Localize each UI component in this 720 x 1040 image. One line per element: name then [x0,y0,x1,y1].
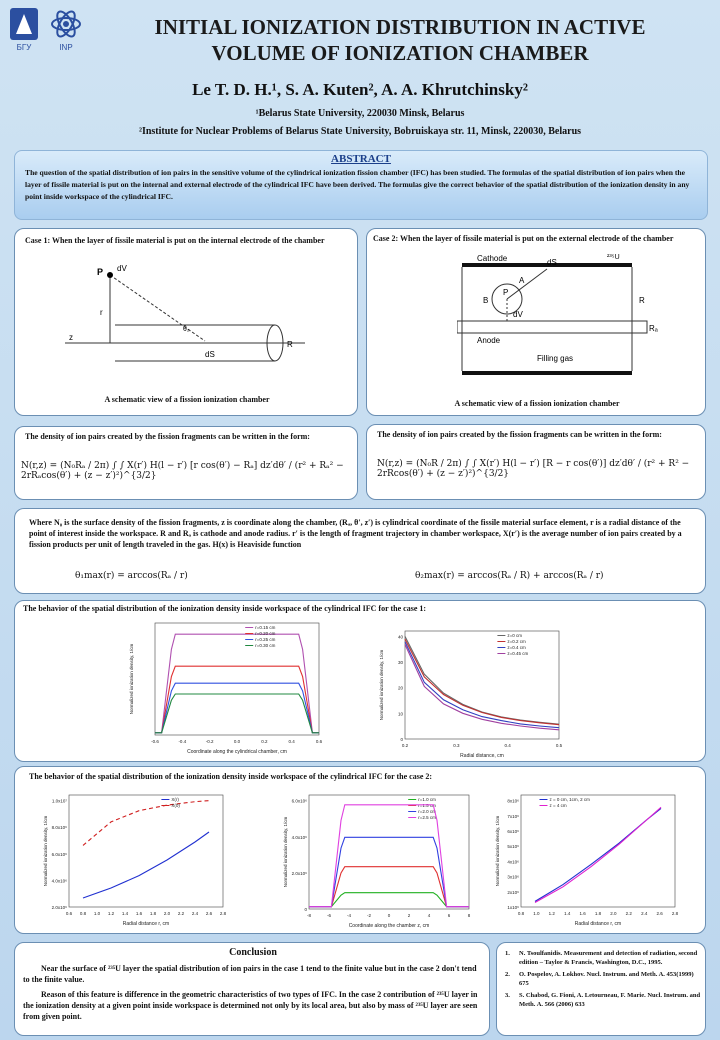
x-tick-label: 1.2 [548,911,555,916]
case2-label-cathode: Cathode [477,254,508,263]
x-tick-label: 2.4 [641,911,648,916]
case2-label-ds: dS [547,258,557,267]
chart-case2-r [491,789,681,929]
x-tick-label: -0.6 [151,739,159,744]
y-axis-label: Normalized ionization density, 1/cm [283,816,288,888]
reference-item: 2. O. Pospelov, A. Lokhov. Nucl. Instrum. and Meth. A. 453(1999) 675 [505,971,694,987]
legend-label: r=0.15 cm [255,625,276,630]
x-tick-label: 1.4 [121,911,129,916]
affiliation-2: ²Institute for Nuclear Problems of Belarus State University, Bobruiskaya str. 11, Minsk, 220030, Belarus [138,126,582,137]
y-tick-label: 6x10⁶ [507,829,519,834]
x-tick-label: 0.0 [233,739,241,744]
density1-text: The density of ion pairs created by the fission fragments can be written in the form: [25,432,310,441]
y-tick-label: 4.0x10⁶ [291,834,307,840]
abstract-heading: ABSTRACT [331,153,391,165]
x-tick-label: 2 [407,913,411,918]
legend-label: X(0) [171,803,180,808]
behavior1-panel [14,600,706,762]
x-tick-label: 6 [447,913,451,918]
behavior1-title: The behavior of the spatial distribution of the ionization density inside workspace of the cylindrical IFC for the case 1: [23,604,427,613]
y-tick-label: 8x10⁶ [507,798,519,804]
series-line [155,683,319,733]
case2-label-a: A [519,276,525,285]
x-axis-label: Radial distance r, cm [574,921,622,927]
density1-formula: N(r,z) = (N₀Rₐ / 2π) ∫ ∫ X(r′) H(l − r′) [r cos(θ′) − Rₐ] dz′dθ′ / (r² + Rₐ² − 2rRₐcos(θ′) + (z − z′)²)^{3/2} [21,461,344,481]
x-tick-label: 1.8 [594,911,602,916]
x-tick-label: 1.4 [564,911,571,916]
x-tick-label: 2.0 [163,911,171,916]
references-list [505,949,701,1009]
case2-title: Case 2: When the layer of fissile material is put on the external electrode of the chamber [373,234,674,243]
case1-label-p: P [97,267,104,277]
case2-label-b: B [483,296,489,305]
title-line-2: VOLUME OF IONIZATION CHAMBER [211,41,589,65]
legend-label: r=0.20 cm [255,631,276,636]
legend-label: z=0.4 cm [507,645,526,650]
x-tick-label: 0.6 [65,911,73,916]
reference-item: 3. S. Chabod, G. Fioni, A. Letourneau, F. Marie. Nucl. Instrum. and Meth. A. 566 (2006) 633 [505,992,701,1008]
y-tick-label: 5x10⁶ [507,844,519,850]
abstract-panel [14,150,708,220]
conclusion-p1: Near the surface of ²³⁵U layer the spatial distribution of ion pairs in the case 1 tend to the finite value but in the case 2 don't tend to the finite value. [23,964,477,984]
inp-atom-icon [48,6,84,54]
x-tick-label: 1.0 [533,911,540,916]
case1-label-dv: dV [117,264,127,273]
series-line [535,808,661,901]
series-line [405,642,559,728]
chart-case1-z [125,617,325,757]
legend-label: r=0.30 cm [255,643,276,648]
x-tick-label: -4 [346,913,352,918]
x-tick-label: 2.0 [610,911,617,916]
behavior2-title: The behavior of the spatial distribution of the ionization density inside workspace of the cylindrical IFC for the case 2: [29,772,433,781]
authors: Le T. D. H.¹, S. A. Kuten², A. A. Khrutchinsky² [192,80,528,99]
chart-case2-z [279,789,475,931]
poster-title [90,14,710,66]
abstract-text: The question of the spatial distribution of ion pairs in the sensitive volume of the cylindrical ionization fission chamber (IFC) has been studied. The formulas of the spatial distribution of ion pairs when the layer of fissile material is put on the internal and external electrode of the cylindrical IFC have been derived. The formulas give the correct behavior of the spatial distribution of the ionization density in any point inside workspace of the cylindrical IFC. [25,168,690,201]
plot-frame [69,795,223,907]
case1-diagram [55,263,325,393]
x-tick-label: -0.2 [205,739,214,744]
legend-label: z = 0 cm, 1cm, 2 cm [549,797,590,802]
x-tick-label: 2.2 [177,911,185,916]
x-tick-label: -8 [306,913,312,918]
y-tick-label: 3x10⁶ [507,874,519,880]
series-line [83,832,209,898]
legend-label: z=0.45 cm [507,651,529,656]
x-tick-label: 2.8 [671,911,679,916]
y-tick-label: 30 [397,660,403,666]
logo2-text: INP [59,43,73,52]
y-tick-label: 0 [304,907,307,912]
case2-label-Ra: Rₐ [649,324,658,333]
series-line [309,867,469,907]
y-tick-label: 4x10⁶ [507,859,519,865]
x-tick-label: 0.4 [504,743,511,748]
legend-label: z=0 cm [507,633,523,638]
y-axis-label: Normalized ionization density, 1/cm [379,649,384,721]
density2-formula: N(r,z) = (N₀R / 2π) ∫ ∫ X(r′) H(l − r′) [R − r cos(θ′)] dz′dθ′ / (r² + R² − 2rRcos(θ′) + (z − z′)²)^{3/2} [377,459,690,479]
y-axis-label: Normalized ionization density, 1/cm [43,815,48,887]
case1-title: Case 1: When the layer of fissile material is put on the internal electrode of the chamber [25,236,325,245]
y-tick-label: 7x10⁶ [507,813,519,819]
legend-label: X(r) [171,797,179,802]
case2-label-dv: dV [513,310,523,319]
theta2-formula: θ₂max(r) = arccos(Rₐ / R) + arccos(Rₐ / r) [415,571,604,581]
x-tick-label: 0.8 [79,911,87,916]
x-tick-label: 0.2 [261,739,268,744]
case2-label-gas: Filling gas [537,354,574,363]
x-tick-label: -6 [326,913,332,918]
x-tick-label: -2 [366,913,372,918]
legend-label: r=2.5 cm [418,815,436,820]
series-line [155,666,319,733]
x-tick-label: 0.6 [315,739,323,744]
density1-panel [14,426,358,500]
x-tick-label: 2.6 [205,911,213,916]
x-tick-label: 1.6 [579,911,586,916]
y-tick-label: 1x10⁶ [507,905,519,910]
y-tick-label: 10 [397,711,403,717]
x-tick-label: 0.8 [517,911,525,916]
y-tick-label: 40 [397,634,403,640]
legend-label: z=0.2 cm [507,639,526,644]
conclusion-heading: Conclusion [229,947,277,958]
x-tick-label: 2.2 [625,911,632,916]
legend-label: r=0.25 cm [255,637,276,642]
chart-case2-x [39,789,229,929]
y-tick-label: 2.0x10⁶ [51,905,67,910]
y-tick-label: 2.0x10⁶ [291,870,307,876]
case2-label-p: P [503,288,509,297]
x-tick-label: 2.6 [656,911,663,916]
legend-label: z = 4 cm [549,803,567,808]
y-tick-label: 6.0x10⁶ [291,798,307,804]
y-axis-label: Normalized ionization density, 1/cm [129,643,134,715]
series-line [155,694,319,733]
x-tick-label: 0.5 [555,743,563,748]
case1-label-theta: θ₂ [183,326,190,333]
series-line [309,805,469,907]
x-tick-label: 1.6 [135,911,143,916]
x-tick-label: 2.8 [219,911,227,916]
case1-label-ds: dS [205,350,215,359]
density2-panel [366,424,706,500]
x-tick-label: 1.2 [107,911,115,916]
legend-label: r=1.5 cm [418,803,436,808]
x-tick-label: 0.4 [288,739,295,744]
density2-text: The density of ion pairs created by the fission fragments can be written in the form: [377,430,662,439]
case2-diagram [457,251,697,391]
y-tick-label: 1.0x10⁷ [51,798,67,804]
y-tick-label: 4.0x10⁶ [51,878,67,884]
x-tick-label: 1.0 [93,911,101,916]
series-line [83,801,209,846]
references-panel [496,942,706,1036]
case1-panel [14,228,358,416]
case1-label-R: R [287,340,293,349]
bsu-emblem-icon [6,6,42,54]
x-tick-label: 4 [427,913,431,918]
plot-frame [155,623,319,735]
case2-label-anode: Anode [477,336,501,345]
conclusion-panel [14,942,490,1036]
reference-item: 1. N. Tsoulfanidis. Measurement and detection of radiation, second edition – Taylor & Francis, Washington, D.C., 1995. [505,950,698,966]
x-axis-label: Radial distance, cm [460,753,504,759]
case2-caption: A schematic view of a fission ionization chamber [454,399,620,408]
inp-logo [48,6,84,54]
y-axis-label: Normalized ionization density, 1/cm [495,815,500,887]
logo1-text: БГУ [16,43,32,52]
x-tick-label: -0.4 [178,739,187,744]
case1-label-z: z [69,333,73,342]
case2-label-R: R [639,296,645,305]
affiliation-1: ¹Belarus State University, 220030 Minsk, Belarus [255,108,465,119]
theta1-formula: θ₁max(r) = arccos(Rₐ / r) [75,571,188,581]
legend-label: r=1.0 cm [418,797,436,802]
case2-panel [366,228,706,416]
y-tick-label: 6.0x10⁶ [51,851,67,857]
y-tick-label: 20 [397,685,403,691]
case1-caption: A schematic view of a fission ionization chamber [104,395,270,404]
x-tick-label: 2.4 [191,911,199,916]
legend-label: r=2.0 cm [418,809,436,814]
title-line-1: INITIAL IONIZATION DISTRIBUTION IN ACTIVE [154,15,646,39]
x-axis-label: Coordinate along the cylindrical chamber, cm [187,749,287,755]
plot-frame [521,795,675,907]
x-tick-label: 0.2 [401,743,409,748]
x-tick-label: 0 [387,913,391,918]
x-tick-label: 8 [467,913,471,918]
case1-label-r: r [100,308,103,317]
behavior2-panel [14,766,706,934]
y-tick-label: 2x10⁶ [507,889,519,895]
bsu-logo [6,6,42,54]
x-axis-label: Radial distance r, cm [122,921,170,927]
y-tick-label: 0 [400,737,403,742]
x-axis-label: Coordinate along the chamber z, cm [348,923,430,929]
y-tick-label: 8.0x10⁶ [51,825,67,831]
x-tick-label: 1.8 [149,911,157,916]
where-panel [14,508,706,594]
where-text: Where N₀ is the surface density of the fission fragments, z is coordinate along the chamber, (Rₐ, θ′, z′) is cylindrical coordinate of the fissile material surface element, r is a radial distance of the point of interest inside the workspace. R and Rₐ is cathode and anode radius. r′ is the length of fragment trajectory in chamber workspace, X(r′) is the average number of ion pairs created by a fission products per unit of length traveled in the gas. H(x) is Heaviside function [29,518,682,549]
case2-label-u: ²³⁵U [607,254,620,261]
conclusion-p2: Reason of this feature is difference in the geometric characteristics of two types of IFC. In the case 2 contribution of ²³⁵U layer in the ionization density at a given point inside workspace is determined not only by its local area, but also by mass of ²³⁵U layer are seen from given point. [23,990,478,1021]
chart-case1-r [375,625,565,761]
series-line [535,807,661,902]
x-tick-label: 0.3 [453,743,460,748]
